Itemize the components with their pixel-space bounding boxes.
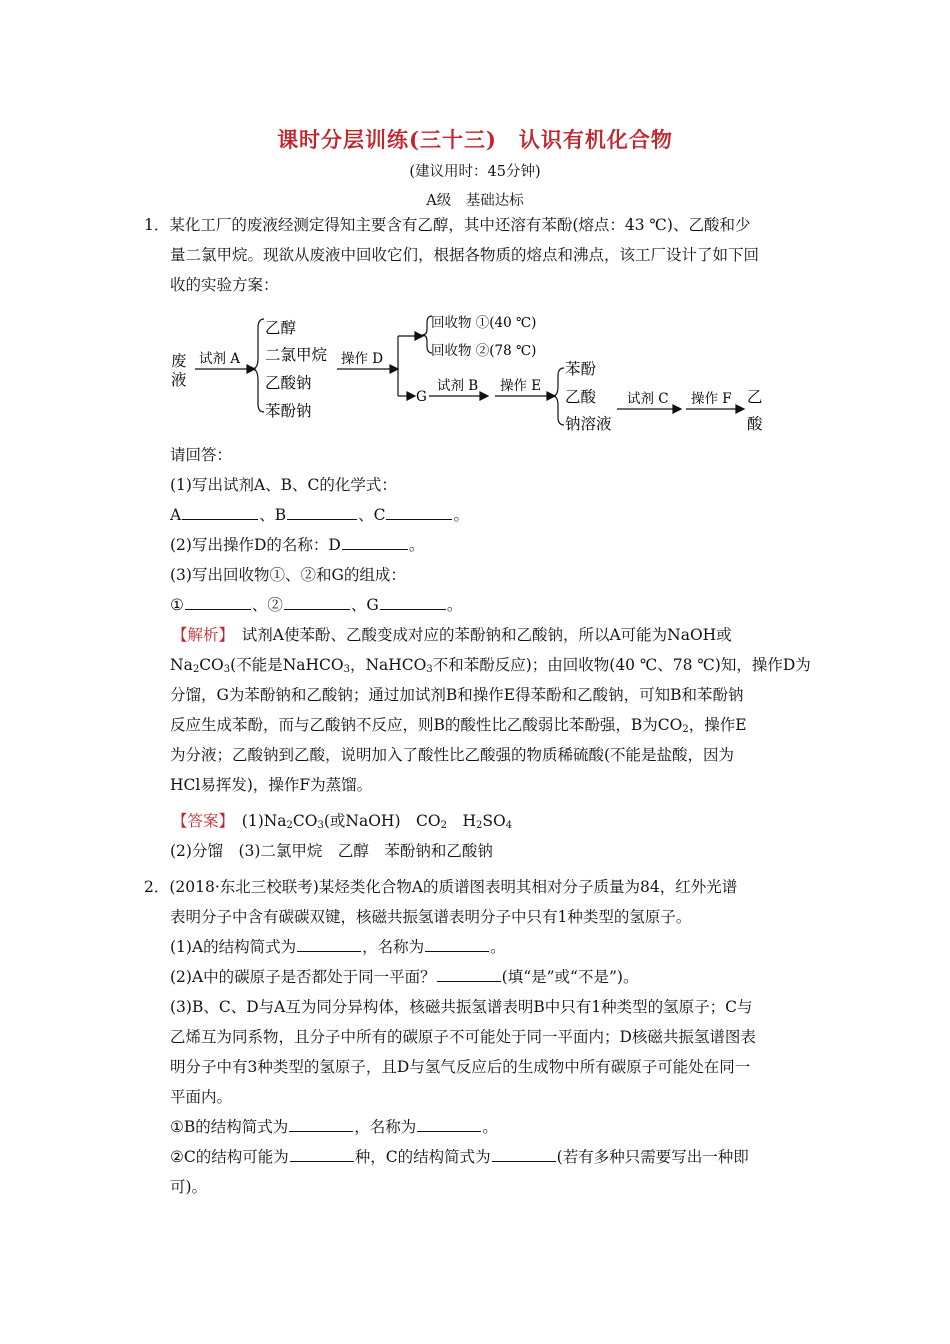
level-heading: A级 基础达标 <box>426 193 524 209</box>
analysis-line-1: 【解析】 试剂A使苯酚、乙酸变成对应的苯酚钠和乙酸钠，所以A可能为NaOH或 <box>172 626 732 644</box>
answer-line-1: 【答案】 $(1)Na_2CO_3$(或NaOH) $CO_2$ $H_2SO_4$ <box>172 812 513 831</box>
diagram-acid-1: 乙 <box>747 388 763 406</box>
answer-blank-1[interactable] <box>185 608 251 610</box>
diagram-reagent-c: 试剂 C <box>627 391 669 407</box>
label-a: A <box>170 506 182 524</box>
diagram-waste-1: 废 <box>171 352 187 370</box>
answer-blank-a[interactable] <box>182 518 258 520</box>
diagram-mix-4: 苯酚钠 <box>265 402 312 420</box>
page-title: 课时分层训练(三十三) 认识有机化合物 <box>277 127 673 152</box>
q1-sub-1-blanks: A 、B 、C 。 <box>170 506 469 524</box>
q1-line-2: 量二氯甲烷。现欲从废液中回收它们，根据各物质的熔点和沸点，该工厂设计了如下回 <box>170 246 760 264</box>
q2-sub-1: (1)A的结构简式为 ，名称为 。 <box>170 938 506 956</box>
answer-line-2: (2)分馏 (3)二氯甲烷 乙醇 苯酚钠和乙酸钠 <box>170 842 493 860</box>
diagram-op-d: 操作 D <box>341 351 384 367</box>
diagram-mix-3: 乙酸钠 <box>265 374 312 392</box>
q1-ask: 请回答： <box>170 446 233 464</box>
answer-blank-q2-2[interactable] <box>437 980 501 982</box>
q2-sub-3-line-1: (3)B、C、D与A互为同分异构体，核磁共振氢谱表明B中只有1种类型的氢原子；C与 <box>170 998 753 1016</box>
answer-blank-c[interactable] <box>386 518 452 520</box>
diagram-mix2-3: 钠溶液 <box>565 415 612 433</box>
q1-sub-3: (3)写出回收物①、②和G的组成： <box>170 566 406 584</box>
diagram-reagent-b: 试剂 B <box>437 378 479 394</box>
diagram-recover-1: 回收物 ①(40 ℃) <box>431 315 537 331</box>
diagram-mix2-1: 苯酚 <box>565 360 597 378</box>
q2-sub-3-line-4: 平面内。 <box>170 1088 233 1106</box>
analysis-tag: 【解析】 <box>172 626 227 644</box>
diagram-reagent-a: 试剂 A <box>199 351 241 367</box>
diagram-recover-2: 回收物 ②(78 ℃) <box>431 343 537 359</box>
flow-diagram <box>165 308 785 440</box>
diagram-mix2-2: 乙酸 <box>565 388 597 406</box>
answer-blank-g[interactable] <box>380 608 446 610</box>
diagram-g: G <box>416 389 427 405</box>
analysis-line-4: 反应生成苯酚，而与乙酸钠不反应，则B的酸性比乙酸弱比苯酚强，B为$CO_2$，操作E <box>170 716 747 735</box>
diagram-op-f: 操作 F <box>691 391 732 407</box>
q2-line-2: 表明分子中含有碳碳双键，核磁共振氢谱表明分子中只有1种类型的氢原子。 <box>170 908 692 926</box>
q2-line-1: 2．(2018·东北三校联考)某烃类化合物A的质谱图表明其相对分子质量为84，红外光谱 <box>144 878 738 896</box>
diagram-mix-1: 乙醇 <box>265 319 297 337</box>
answer-tag: 【答案】 <box>172 812 227 830</box>
q2-sub-2: (2)A中的碳原子是否都处于同一平面？ (填“是”或“不是”)。 <box>170 968 639 986</box>
answer-blank-q2-3-2b[interactable] <box>492 1160 556 1162</box>
answer-blank-d[interactable] <box>342 548 408 550</box>
label-b: 、B <box>259 506 287 524</box>
q1-sub-1: (1)写出试剂A、B、C的化学式： <box>170 476 397 494</box>
diagram-waste-2: 液 <box>171 371 187 389</box>
q2-sub-3-2: ②C的结构可能为 种，C的结构简式为 (若有多种只需要写出一种即 <box>170 1148 749 1166</box>
q2-sub-3-2-end: 可)。 <box>170 1178 208 1196</box>
answer-blank-2[interactable] <box>284 608 350 610</box>
diagram-op-e: 操作 E <box>500 378 542 394</box>
answer-blank-q2-1a[interactable] <box>297 950 361 952</box>
q1-sub-3-blanks: ① 、② 、G 。 <box>170 596 463 614</box>
q1-line-3: 收的实验方案： <box>170 276 279 294</box>
answer-blank-b[interactable] <box>287 518 357 520</box>
analysis-line-5: 为分液；乙酸钠到乙酸，说明加入了酸性比乙酸强的物质稀硫酸(不能是盐酸，因为 <box>170 746 735 764</box>
answer-blank-q2-1b[interactable] <box>425 950 489 952</box>
q2-sub-3-1: ①B的结构简式为 ，名称为 。 <box>170 1118 498 1136</box>
answer-blank-q2-3-1a[interactable] <box>289 1130 353 1132</box>
analysis-line-3: 分馏，G为苯酚钠和乙酸钠；通过加试剂B和操作E得苯酚和乙酸钠，可知B和苯酚钠 <box>170 686 744 704</box>
answer-blank-q2-3-1b[interactable] <box>417 1130 481 1132</box>
suggested-time: (建议用时：45分钟) <box>409 164 541 180</box>
q1-line-1: 1．某化工厂的废液经测定得知主要含有乙醇，其中还溶有苯酚(熔点：43 ℃)、乙酸和少 <box>144 216 751 234</box>
q2-sub-3-line-3: 明分子中有3种类型的氢原子，且D与氢气反应后的生成物中所有碳原子可能处在同一 <box>170 1058 751 1076</box>
q1-sub-2: (2)写出操作D的名称：D 。 <box>170 536 425 554</box>
diagram-mix-2: 二氯甲烷 <box>265 346 328 364</box>
answer-blank-q2-3-2a[interactable] <box>290 1160 354 1162</box>
q2-sub-3-line-2: 乙烯互为同系物，且分子中所有的碳原子不可能处于同一平面内；D核磁共振氢谱图表 <box>170 1028 756 1046</box>
label-c: 、C <box>358 506 386 524</box>
diagram-acid-2: 酸 <box>747 415 763 433</box>
analysis-line-2: $Na_2CO_3$(不能是NaHCO$_3$，NaHCO$_3$不和苯酚反应)；由回收物(40 ℃、78 ℃)知，操作D为 <box>170 656 811 675</box>
analysis-line-6: HCl易挥发)，操作F为蒸馏。 <box>170 776 373 794</box>
